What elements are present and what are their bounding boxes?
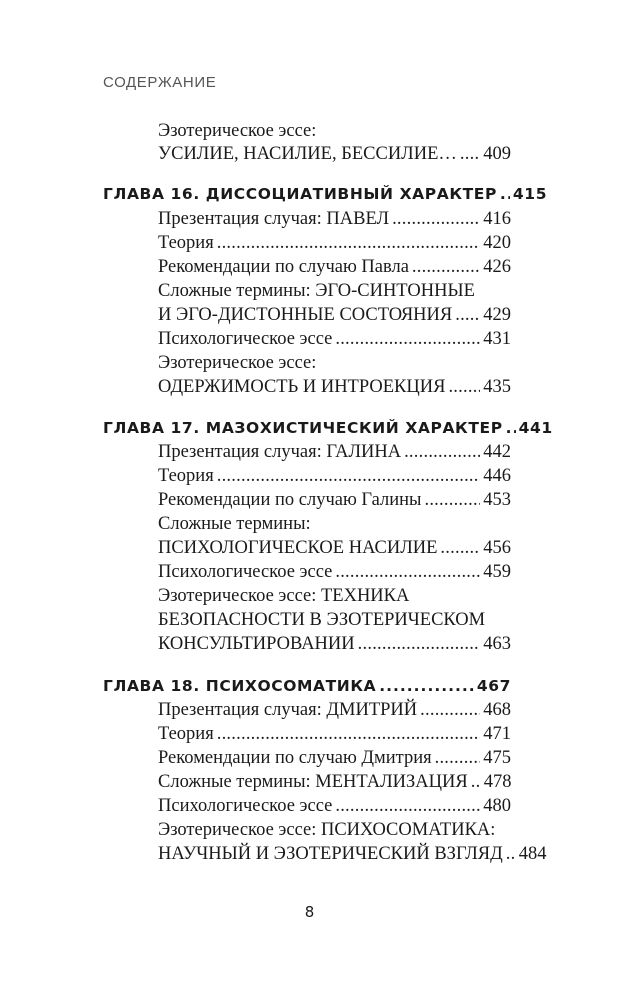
toc-page-number: 468 bbox=[483, 700, 511, 720]
dot-leader bbox=[358, 632, 481, 656]
toc-entry bbox=[158, 279, 511, 303]
dot-leader bbox=[335, 327, 480, 351]
dot-leader bbox=[500, 182, 510, 206]
toc-page-number: 478 bbox=[483, 772, 512, 792]
toc-entry bbox=[158, 794, 511, 818]
dot-leader bbox=[448, 375, 480, 399]
toc-entry bbox=[158, 231, 511, 255]
toc-title: ГЛАВА 16. ДИССОЦИАТИВНЫЙ ХАРАКТЕР bbox=[103, 185, 497, 203]
toc-entry bbox=[158, 536, 511, 560]
toc-page-number: 467 bbox=[476, 677, 511, 695]
toc-title: Теория bbox=[158, 466, 214, 486]
dot-leader bbox=[440, 536, 480, 560]
toc-page-number: 429 bbox=[483, 305, 511, 325]
toc-title: Презентация случая: ДМИТРИЙ bbox=[158, 700, 418, 720]
toc-title: Психологическое эссе bbox=[158, 796, 333, 816]
dot-leader bbox=[335, 560, 480, 584]
toc-title: И ЭГО-ДИСТОННЫЕ СОСТОЯНИЯ bbox=[158, 305, 453, 325]
toc-title: Презентация случая: ГАЛИНА bbox=[158, 442, 402, 462]
toc-entry bbox=[158, 464, 511, 488]
toc-page-number: 409 bbox=[483, 144, 511, 164]
toc-page-number: 480 bbox=[483, 796, 511, 816]
dot-leader bbox=[435, 746, 481, 770]
toc-entry bbox=[158, 818, 511, 842]
toc-entry bbox=[158, 770, 511, 794]
toc-title: КОНСУЛЬТИРОВАНИИ bbox=[158, 634, 355, 654]
toc-page-number: 416 bbox=[483, 209, 511, 229]
toc-page-number: 471 bbox=[483, 724, 511, 744]
toc-page-number: 453 bbox=[483, 490, 511, 510]
toc-title: Эзотерическое эссе: ПСИХОСОМАТИКА: bbox=[158, 820, 496, 840]
toc-title: Рекомендации по случаю Галины bbox=[158, 490, 422, 510]
toc-entry bbox=[158, 375, 511, 399]
toc-title: Психологическое эссе bbox=[158, 562, 333, 582]
toc-title: Сложные термины: ЭГО-СИНТОННЫЕ bbox=[158, 281, 475, 301]
toc-title: Психологическое эссе bbox=[158, 329, 333, 349]
toc-page-number: 459 bbox=[483, 562, 511, 582]
dot-leader bbox=[335, 794, 480, 818]
toc-entry bbox=[158, 207, 511, 231]
dot-leader bbox=[460, 142, 480, 166]
toc-title: Рекомендации по случаю Дмитрия bbox=[158, 748, 432, 768]
dot-leader bbox=[506, 842, 516, 866]
dot-leader bbox=[424, 488, 480, 512]
toc-page-number: 446 bbox=[483, 466, 511, 486]
dot-leader bbox=[506, 416, 516, 440]
toc-title: БЕЗОПАСНОСТИ В ЭЗОТЕРИЧЕСКОМ bbox=[158, 610, 486, 630]
toc-title: ГЛАВА 17. МАЗОХИСТИЧЕСКИЙ ХАРАКТЕР bbox=[103, 419, 503, 437]
toc-entry bbox=[158, 303, 511, 327]
toc-title: ГЛАВА 18. ПСИХОСОМАТИКА bbox=[103, 677, 377, 695]
dot-leader bbox=[217, 722, 481, 746]
toc-title: Теория bbox=[158, 233, 214, 253]
toc-page-number: 435 bbox=[483, 377, 511, 397]
toc-entry bbox=[158, 440, 511, 464]
toc-entry bbox=[158, 698, 511, 722]
toc-entry bbox=[158, 142, 511, 166]
dot-leader bbox=[217, 231, 481, 255]
toc-page-number: 442 bbox=[483, 442, 511, 462]
toc-page-number: 415 bbox=[512, 185, 548, 203]
toc-title: НАУЧНЫЙ И ЭЗОТЕРИЧЕСКИЙ ВЗГЛЯД bbox=[158, 844, 503, 864]
toc-page-number: 475 bbox=[483, 748, 511, 768]
toc-title: Теория bbox=[158, 724, 214, 744]
running-head: СОДЕРЖАНИЕ bbox=[103, 74, 217, 91]
toc-title: Презентация случая: ПАВЕЛ bbox=[158, 209, 390, 229]
toc-page-number: 463 bbox=[483, 634, 511, 654]
dot-leader bbox=[412, 255, 480, 279]
dot-leader bbox=[455, 303, 480, 327]
toc-page-number: 456 bbox=[483, 538, 511, 558]
toc-page-number: 484 bbox=[518, 844, 547, 864]
toc-entry bbox=[158, 351, 511, 375]
toc-chapter bbox=[103, 416, 553, 440]
toc-title: Сложные термины: МЕНТАЛИЗАЦИЯ bbox=[158, 772, 468, 792]
dot-leader bbox=[420, 698, 480, 722]
toc-title: Сложные термины: bbox=[158, 514, 311, 534]
page-number: 8 bbox=[304, 903, 315, 921]
dot-leader bbox=[379, 674, 474, 698]
dot-leader bbox=[404, 440, 480, 464]
toc-entry bbox=[158, 842, 547, 866]
toc-chapter bbox=[103, 674, 511, 698]
dot-leader bbox=[392, 207, 480, 231]
toc-title: Рекомендации по случаю Павла bbox=[158, 257, 409, 277]
toc-page-number: 441 bbox=[518, 419, 553, 437]
toc-entry bbox=[158, 255, 511, 279]
toc-page-number: 420 bbox=[483, 233, 511, 253]
toc-entry bbox=[158, 488, 511, 512]
toc-page-number: 426 bbox=[483, 257, 511, 277]
toc-title: ОДЕРЖИМОСТЬ И ИНТРОЕКЦИЯ bbox=[158, 377, 446, 397]
toc-title: Эзотерическое эссе: ТЕХНИКА bbox=[158, 586, 410, 606]
dot-leader bbox=[471, 770, 481, 794]
dot-leader bbox=[217, 464, 481, 488]
toc-entry bbox=[158, 722, 511, 746]
toc-chapter bbox=[103, 182, 548, 206]
toc-entry bbox=[158, 632, 511, 656]
toc-entry bbox=[158, 746, 511, 770]
toc-page-number: 431 bbox=[483, 329, 511, 349]
toc-entry bbox=[158, 584, 511, 608]
toc-title: ПСИХОЛОГИЧЕСКОЕ НАСИЛИЕ bbox=[158, 538, 438, 558]
toc-entry bbox=[158, 608, 511, 632]
toc-entry bbox=[158, 119, 511, 143]
toc-title: Эзотерическое эссе: bbox=[158, 121, 317, 141]
toc-title: УСИЛИЕ, НАСИЛИЕ, БЕССИЛИЕ… bbox=[158, 144, 457, 164]
toc-entry bbox=[158, 512, 511, 536]
toc-entry bbox=[158, 327, 511, 351]
toc-entry bbox=[158, 560, 511, 584]
toc-title: Эзотерическое эссе: bbox=[158, 353, 317, 373]
